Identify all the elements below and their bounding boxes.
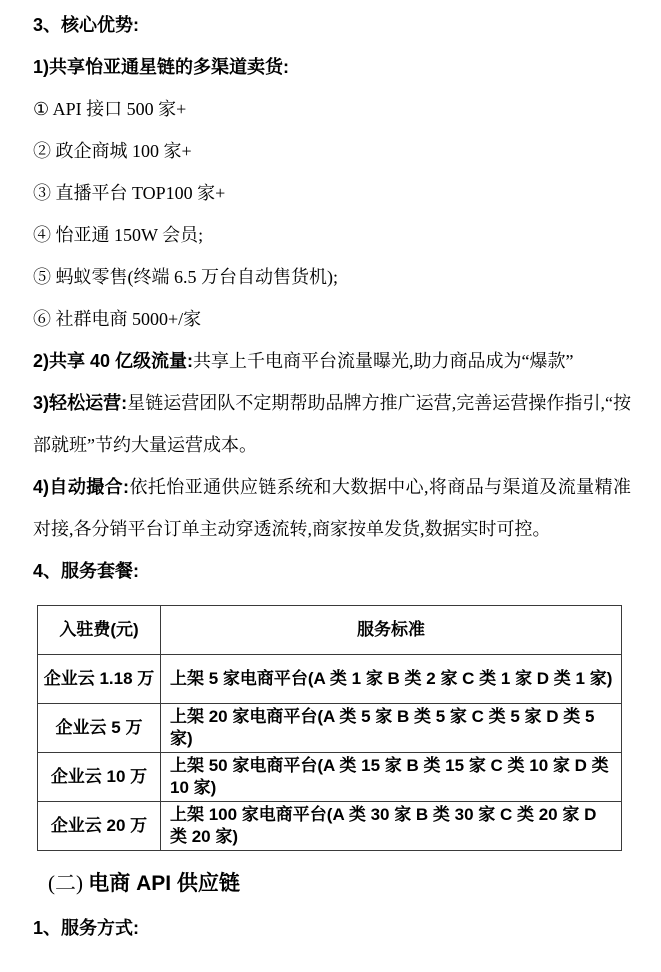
paragraph-easy-operation-lead: 3)轻松运营: (33, 393, 128, 413)
heading-service-packages: 4、服务套餐: (33, 561, 140, 581)
paragraph-easy-operation-body: 星链运营团队不定期帮助品牌方推广运营,完善运营操作指引,“按部就班”节约大量运营成本。 (33, 393, 631, 455)
paragraph-traffic-sharing (33, 340, 631, 382)
table-header-standard: 服务标准 (161, 606, 622, 655)
list-item-api: ① API 接口 500 家+ (33, 99, 187, 119)
table-cell-standard: 上架 20 家电商平台(A 类 5 家 B 类 5 家 C 类 5 家 D 类 5 家) (161, 704, 622, 753)
table-row (38, 753, 622, 802)
paragraph-auto-matching (33, 466, 631, 550)
table-cell-standard: 上架 100 家电商平台(A 类 30 家 B 类 30 家 C 类 20 家 D 类 20 家) (161, 802, 622, 851)
table-row (38, 704, 622, 753)
table-cell-fee: 企业云 5 万 (38, 704, 161, 753)
table-cell-standard: 上架 50 家电商平台(A 类 15 家 B 类 15 家 C 类 10 家 D 类 10 家) (161, 753, 622, 802)
table-row (38, 802, 622, 851)
table-cell-fee: 企业云 1.18 万 (38, 655, 161, 704)
table-cell-standard: 上架 5 家电商平台(A 类 1 家 B 类 2 家 C 类 1 家 D 类 1 家) (161, 655, 622, 704)
paragraph-traffic-sharing-lead: 2)共享 40 亿级流量: (33, 351, 194, 371)
heading-section-two-title: 电商 API 供应链 (88, 872, 240, 895)
heading-section-two-prefix: (二) (48, 871, 83, 895)
paragraph-easy-operation (33, 382, 631, 466)
heading-core-advantages: 3、核心优势: (33, 15, 140, 35)
table-header-row (38, 606, 622, 655)
heading-service-mode: 1、服务方式: (33, 918, 140, 938)
service-package-table (37, 605, 622, 851)
paragraph-auto-matching-lead: 4)自动撮合: (33, 477, 130, 497)
table-cell-fee: 企业云 20 万 (38, 802, 161, 851)
table-row (38, 655, 622, 704)
paragraph-auto-matching-body: 依托怡亚通供应链系统和大数据中心,将商品与渠道及流量精准对接,各分销平台订单主动穿透流转,商家按单发货,数据实时可控。 (33, 477, 631, 539)
heading-multi-channel: 1)共享怡亚通星链的多渠道卖货: (33, 57, 289, 77)
list-item-community-ecommerce: ⑥ 社群电商 5000+/家 (33, 309, 202, 329)
list-item-members: ④ 怡亚通 150W 会员; (33, 225, 204, 245)
table-cell-fee: 企业云 10 万 (38, 753, 161, 802)
table-header-fee: 入驻费(元) (38, 606, 161, 655)
list-item-gov-mall: ② 政企商城 100 家+ (33, 141, 192, 161)
list-item-live-platform: ③ 直播平台 TOP100 家+ (33, 183, 226, 203)
heading-section-two (33, 861, 631, 906)
list-item-ant-retail: ⑤ 蚂蚁零售(终端 6.5 万台自动售货机); (33, 267, 338, 287)
paragraph-traffic-sharing-body: 共享上千电商平台流量曝光,助力商品成为“爆款” (193, 351, 574, 371)
